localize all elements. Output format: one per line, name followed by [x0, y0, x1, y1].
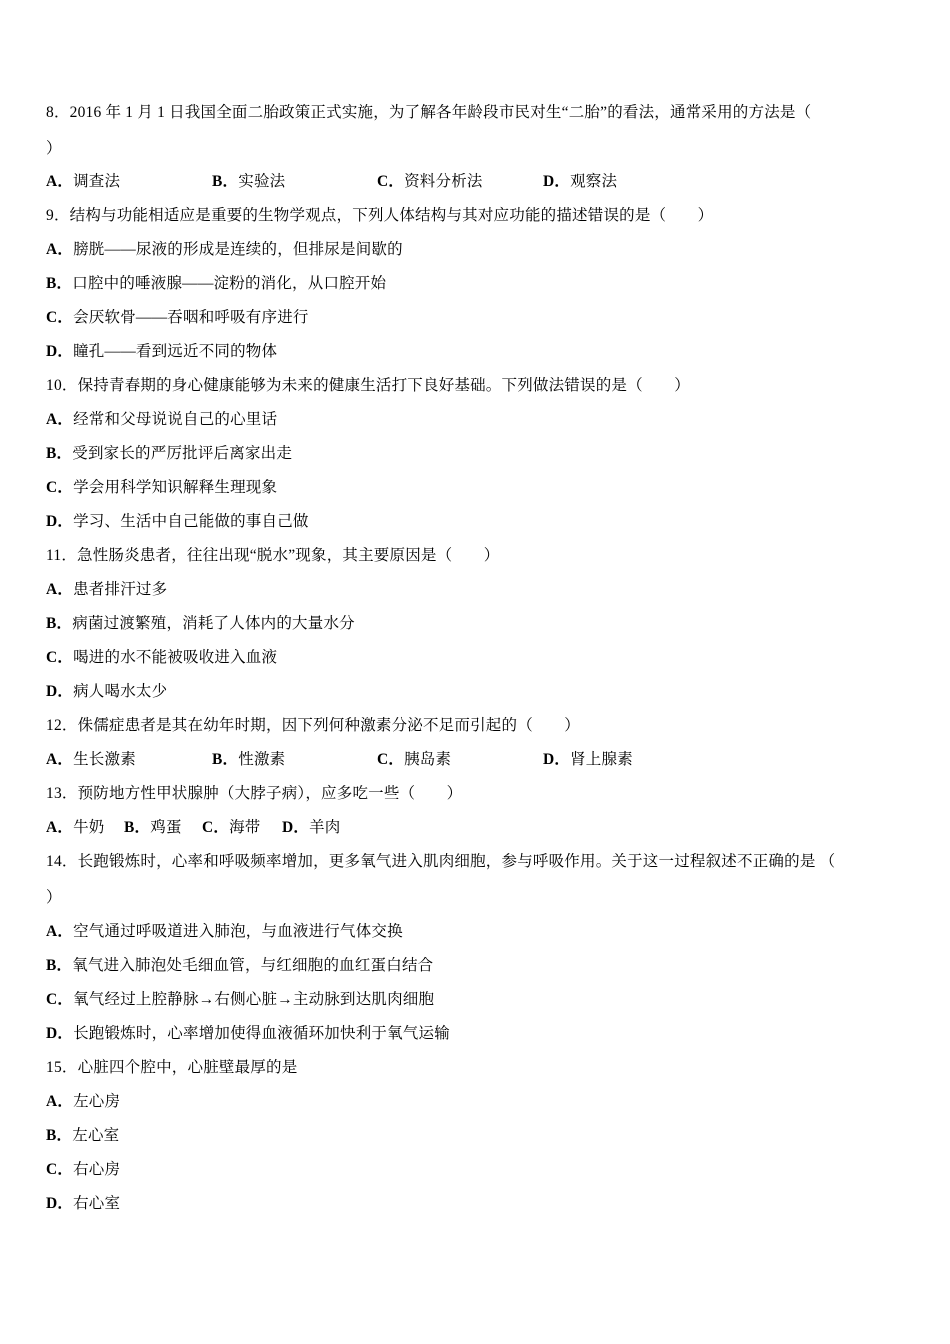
option-a: A．生长激素	[46, 751, 136, 768]
question-9-stem: 9．结构与功能相适应是重要的生物学观点，下列人体结构与其对应功能的描述错误的是（ ）	[46, 207, 714, 224]
question-15-option-d: D．右心室	[46, 1195, 121, 1212]
question-9-option-c: C．会厌软骨——吞咽和呼吸有序进行	[46, 309, 309, 326]
option-d: D．肾上腺素	[543, 751, 633, 768]
question-11-option-a: A．患者排汗过多	[46, 581, 168, 598]
option-d: D．羊肉	[282, 819, 341, 836]
option-b: B．实验法	[212, 173, 286, 190]
question-13-stem: 13．预防地方性甲状腺肿（大脖子病），应多吃一些（ ）	[46, 785, 463, 802]
question-10-stem: 10．保持青春期的身心健康能够为未来的健康生活打下良好基础。下列做法错误的是（ ）	[46, 377, 690, 394]
question-14-option-b: B．氧气进入肺泡处毛细血管，与红细胞的血红蛋白结合	[46, 957, 434, 974]
question-13-options	[46, 818, 446, 838]
question-9-option-b: B．口腔中的唾液腺——淀粉的消化，从口腔开始	[46, 275, 387, 292]
question-9-option-d: D．瞳孔——看到远近不同的物体	[46, 343, 278, 360]
option-c: C．胰岛素	[377, 751, 452, 768]
question-11-option-d: D．病人喝水太少	[46, 683, 168, 700]
question-8-options	[46, 172, 906, 192]
question-15-option-a: A．左心房	[46, 1093, 121, 1110]
option-a: A．牛奶	[46, 819, 105, 836]
question-14-option-d: D．长跑锻炼时，心率增加使得血液循环加快利于氧气运输	[46, 1025, 450, 1042]
question-15-stem: 15．心脏四个腔中，心脏壁最厚的是	[46, 1059, 298, 1076]
question-12-stem: 12．侏儒症患者是其在幼年时期，因下列何种激素分泌不足而引起的（ ）	[46, 717, 581, 734]
option-d: D．观察法	[543, 173, 618, 190]
question-11-option-c: C．喝进的水不能被吸收进入血液	[46, 649, 278, 666]
question-text: 2016 年 1 月 1 日我国全面二胎政策正式实施，为了解各年龄段市民对生“二胎”的看法，通常采用的方法是（	[69, 104, 812, 121]
question-14-stem-cont: ）	[46, 889, 62, 906]
question-15-option-c: C．右心房	[46, 1161, 121, 1178]
option-b: B．鸡蛋	[124, 819, 182, 836]
question-14-option-c: C．氧气经过上腔静脉→右侧心脏→主动脉到达肌肉细胞	[46, 991, 435, 1008]
question-10-option-c: C．学会用科学知识解释生理现象	[46, 479, 278, 496]
question-8-stem	[46, 103, 811, 123]
question-12-options	[46, 750, 906, 770]
question-15-option-b: B．左心室	[46, 1127, 120, 1144]
option-c: C．资料分析法	[377, 173, 483, 190]
question-14-option-a: A．空气通过呼吸道进入肺泡，与血液进行气体交换	[46, 923, 403, 940]
question-11-stem: 11．急性肠炎患者，往往出现“脱水”现象，其主要原因是（ ）	[46, 547, 500, 564]
question-9-option-a: A．膀胱——尿液的形成是连续的，但排尿是间歇的	[46, 241, 403, 258]
question-11-option-b: B．病菌过渡繁殖，消耗了人体内的大量水分	[46, 615, 355, 632]
option-b: B．性激素	[212, 751, 286, 768]
question-10-option-a: A．经常和父母说说自己的心里话	[46, 411, 278, 428]
option-c: C．海带	[202, 819, 261, 836]
question-14-stem: 14．长跑锻炼时，心率和呼吸频率增加，更多氧气进入肌肉细胞，参与呼吸作用。关于这一过程叙述不正确的是 （	[46, 853, 836, 870]
question-10-option-b: B．受到家长的严厉批评后离家出走	[46, 445, 293, 462]
option-a: A．调查法	[46, 173, 121, 190]
question-number: 8．	[46, 104, 70, 121]
question-10-option-d: D．学习、生活中自己能做的事自己做	[46, 513, 309, 530]
question-8-stem-cont: ）	[46, 140, 62, 157]
